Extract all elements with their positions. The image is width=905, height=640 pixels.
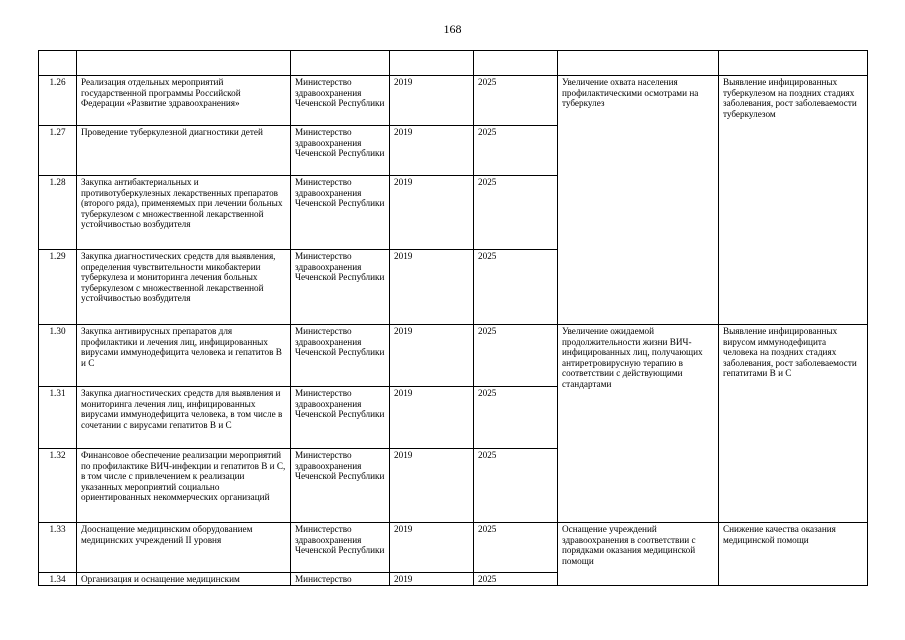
measure-name: Финансовое обеспечение реализации мероприятий по профилактике ВИЧ-инфекции и гепатитов B и C, в том числе с привлечением к реализации указанных мероприятий социально ориентированных некоммерческих организаций xyxy=(77,449,291,523)
expected-result: Оснащение учреждений здравоохранения в соответствии с порядками оказания медицинской помощи xyxy=(558,523,719,586)
measure-name: Закупка антивирусных препаратов для профилактики и лечения лиц, инфицированных вирусами иммунодефицита человека и гепатитов B и C xyxy=(77,325,291,387)
executor: Министерство здравоохранения Чеченской Республики xyxy=(291,126,390,176)
row-number: 1.34 xyxy=(39,573,77,586)
executor: Министерство здравоохранения Чеченской Республики xyxy=(291,250,390,325)
program-measures-table xyxy=(38,50,868,586)
header-cell xyxy=(390,51,474,76)
row-number: 1.32 xyxy=(39,449,77,523)
table-row xyxy=(39,325,868,387)
row-number: 1.30 xyxy=(39,325,77,387)
executor: Министерство xyxy=(291,573,390,586)
header-cell xyxy=(474,51,558,76)
risk-consequence: Снижение качества оказания медицинской помощи xyxy=(719,523,868,586)
expected-result: Увеличение охвата населения профилактическими осмотрами на туберкулез xyxy=(558,76,719,325)
executor: Министерство здравоохранения Чеченской Республики xyxy=(291,387,390,449)
row-number: 1.29 xyxy=(39,250,77,325)
header-cell xyxy=(77,51,291,76)
end-year: 2025 xyxy=(474,387,558,449)
executor: Министерство здравоохранения Чеченской Республики xyxy=(291,325,390,387)
table-row xyxy=(39,523,868,573)
start-year: 2019 xyxy=(390,76,474,126)
start-year: 2019 xyxy=(390,325,474,387)
measure-name: Закупка диагностических средств для выявления, определения чувствительности микобактерии туберкулеза и мониторинга лечения больных туберкулезом с множественной лекарственной устойчивостью возбудителя xyxy=(77,250,291,325)
measure-name: Проведение туберкулезной диагностики детей xyxy=(77,126,291,176)
start-year: 2019 xyxy=(390,250,474,325)
end-year: 2025 xyxy=(474,250,558,325)
start-year: 2019 xyxy=(390,449,474,523)
row-number: 1.28 xyxy=(39,176,77,250)
measure-name: Реализация отдельных мероприятий государственной программы Российской Федерации «Развитие здравоохранения» xyxy=(77,76,291,126)
start-year: 2019 xyxy=(390,523,474,573)
row-number: 1.31 xyxy=(39,387,77,449)
start-year: 2019 xyxy=(390,573,474,586)
row-number: 1.27 xyxy=(39,126,77,176)
header-cell xyxy=(719,51,868,76)
measure-name: Закупка антибактериальных и противотуберкулезных лекарственных препаратов (второго ряда), применяемых при лечении больных туберкулезом с множественной лекарственной устойчивостью возбудителя xyxy=(77,176,291,250)
start-year: 2019 xyxy=(390,126,474,176)
header-cell xyxy=(39,51,77,76)
header-cell xyxy=(558,51,719,76)
table-header-row xyxy=(39,51,868,76)
start-year: 2019 xyxy=(390,387,474,449)
row-number: 1.26 xyxy=(39,76,77,126)
measure-name: Закупка диагностических средств для выявления и мониторинга лечения лиц, инфицированных вирусами иммунодефицита человека, в том числе в сочетании с вирусами гепатитов B и C xyxy=(77,387,291,449)
header-cell xyxy=(291,51,390,76)
end-year: 2025 xyxy=(474,126,558,176)
measure-name: Дооснащение медицинским оборудованием медицинских учреждений II уровня xyxy=(77,523,291,573)
risk-consequence: Выявление инфицированных туберкулезом на поздних стадиях заболевания, рост заболеваемости туберкулезом xyxy=(719,76,868,325)
start-year: 2019 xyxy=(390,176,474,250)
page-number: 168 xyxy=(443,22,462,36)
executor: Министерство здравоохранения Чеченской Республики xyxy=(291,523,390,573)
end-year: 2025 xyxy=(474,176,558,250)
table-row xyxy=(39,76,868,126)
row-number: 1.33 xyxy=(39,523,77,573)
executor: Министерство здравоохранения Чеченской Республики xyxy=(291,449,390,523)
end-year: 2025 xyxy=(474,523,558,573)
expected-result: Увеличение ожидаемой продолжительности жизни ВИЧ-инфицированных лиц, получающих антиретровирусную терапию в соответствии с действующими стандартами xyxy=(558,325,719,523)
measure-name: Организация и оснащение медицинским xyxy=(77,573,291,586)
end-year: 2025 xyxy=(474,76,558,126)
end-year: 2025 xyxy=(474,449,558,523)
end-year: 2025 xyxy=(474,573,558,586)
end-year: 2025 xyxy=(474,325,558,387)
executor: Министерство здравоохранения Чеченской Республики xyxy=(291,76,390,126)
risk-consequence: Выявление инфицированных вирусом иммунодефицита человека на поздних стадиях заболевания, рост заболеваемости гепатитами B и C xyxy=(719,325,868,523)
executor: Министерство здравоохранения Чеченской Республики xyxy=(291,176,390,250)
